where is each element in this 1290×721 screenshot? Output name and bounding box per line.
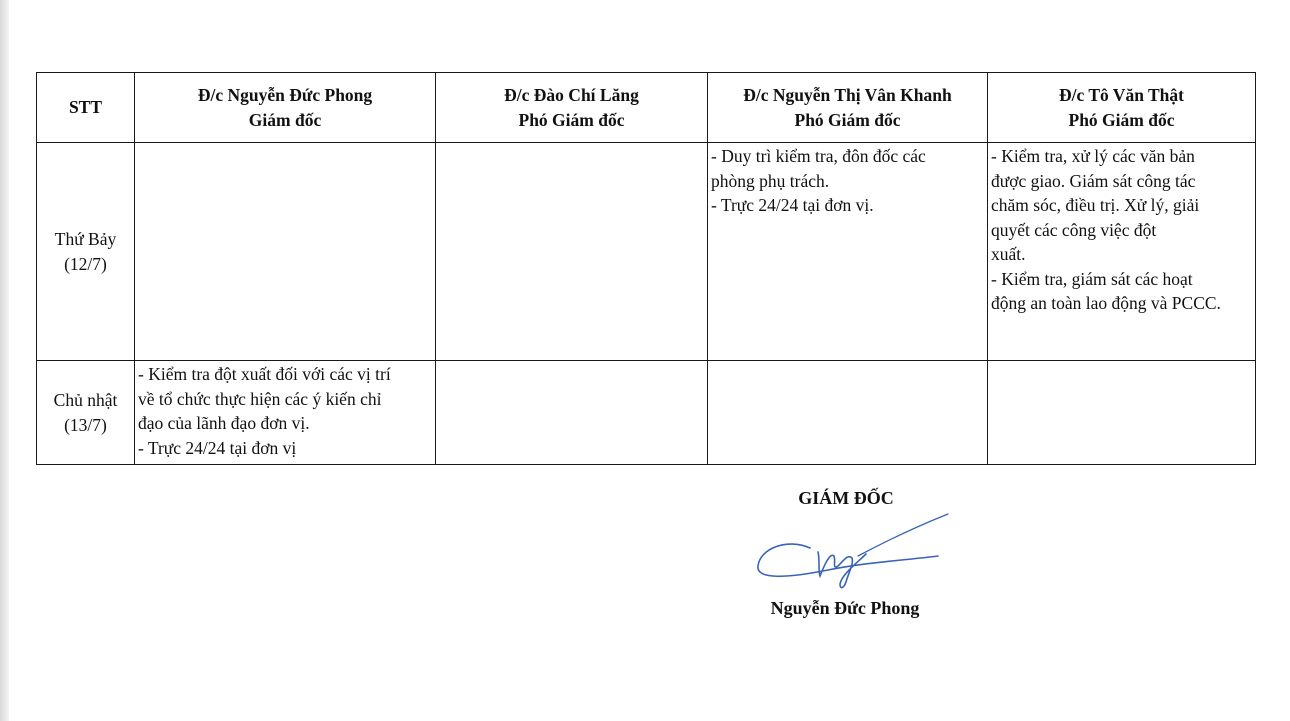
task-cell [988, 361, 1256, 465]
task-line: được giao. Giám sát công tác [991, 170, 1196, 191]
date-label: (12/7) [64, 253, 107, 274]
header-official-3 [708, 73, 988, 143]
header-official-role: Phó Giám đốc [1068, 109, 1175, 130]
header-official-1 [135, 73, 436, 143]
task-line: đạo của lãnh đạo đơn vị. [138, 413, 310, 433]
handwritten-signature [748, 508, 958, 598]
header-official-role: Giám đốc [248, 109, 322, 130]
task-cell [135, 361, 436, 465]
task-cell [708, 143, 988, 361]
task-cell [135, 143, 436, 361]
day-cell [37, 361, 135, 465]
task-line: - Kiểm tra, giám sát các hoạt [991, 268, 1193, 289]
signature-name: Nguyễn Đức Phong [770, 598, 920, 618]
header-official-name: Đ/c Đào Chí Lăng [504, 85, 639, 105]
task-line: chăm sóc, điều trị. Xử lý, giải [991, 195, 1200, 215]
task-line: - Kiểm tra đột xuất đối với các vị trí [138, 364, 391, 384]
table-row-sunday [37, 361, 1256, 465]
day-cell [37, 143, 135, 361]
table-row-saturday [37, 143, 1256, 361]
task-line: - Kiểm tra, xử lý các văn bản [991, 146, 1195, 166]
header-official-4 [988, 73, 1256, 143]
header-official-name: Đ/c Nguyễn Thị Vân Khanh [743, 85, 952, 105]
task-line: - Trực 24/24 tại đơn vị [138, 437, 297, 458]
date-label: (13/7) [64, 414, 107, 435]
header-official-role: Phó Giám đốc [794, 109, 901, 130]
task-cell [436, 143, 708, 361]
task-line: phòng phụ trách. [711, 170, 830, 191]
header-official-role: Phó Giám đốc [518, 109, 625, 130]
task-line: về tổ chức thực hiện các ý kiến chỉ [138, 388, 382, 409]
work-schedule-table [36, 72, 1256, 465]
header-stt-label: STT [68, 97, 103, 118]
task-cell [988, 143, 1256, 361]
task-line: - Trực 24/24 tại đơn vị. [711, 195, 874, 215]
day-label: Thứ Bảy [54, 229, 117, 249]
task-line: xuất. [991, 244, 1026, 264]
signature-title: GIÁM ĐỐC [798, 488, 894, 508]
header-official-name: Đ/c Nguyễn Đức Phong [197, 85, 373, 105]
task-line: quyết các công việc đột [991, 219, 1157, 240]
header-official-name: Đ/c Tô Văn Thật [1059, 85, 1184, 105]
header-official-2 [436, 73, 708, 143]
task-cell [708, 361, 988, 465]
task-line: - Duy trì kiểm tra, đôn đốc các [711, 146, 926, 166]
task-cell [436, 361, 708, 465]
page-left-edge [0, 0, 9, 721]
day-label: Chủ nhật [53, 390, 118, 410]
table-header-row [37, 73, 1256, 143]
header-stt [37, 73, 135, 143]
task-line: động an toàn lao động và PCCC. [991, 293, 1221, 313]
